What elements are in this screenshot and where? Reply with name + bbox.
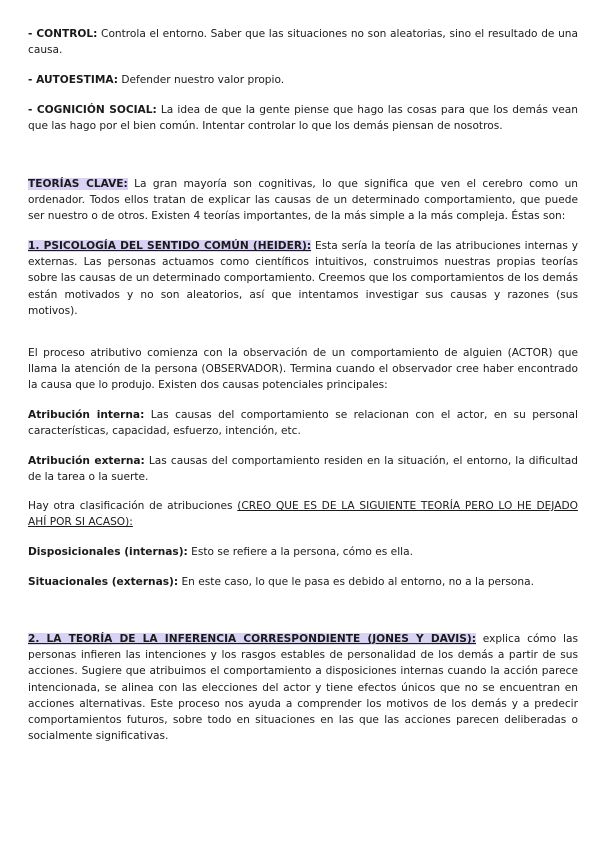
term-autoestima: - AUTOESTIMA: bbox=[28, 74, 119, 86]
text-atribucion-interna: Las causas del comportamiento se relacionan con el actor, en su personal características, capacidad, esfuerzo, intención, etc. bbox=[28, 409, 578, 438]
heading-jones-davis: 2. LA TEORÍA DE LA INFERENCIA CORRESPONDIENTE (JONES Y DAVIS): bbox=[28, 633, 476, 645]
text-autoestima: Defender nuestro valor propio. bbox=[118, 74, 285, 86]
text-jones-davis: explica cómo las personas infieren las intenciones y los rasgos estables de personalidad de los demás a partir de sus acciones. Sugiere que atribuimos el comportamiento a disposiciones internas cuando la acción parece intencionada, se alinea con las elecciones del actor y tiene efectos únicos que no se encuentran en acciones alternativas. Este proceso nos ayuda a comprender los motivos de los demás y a predecir comportamientos futuros, sobre todo en situaciones en las que las acciones parecen deliberadas o socialmente significativas. bbox=[28, 633, 578, 743]
text-cognicion-social: La idea de que la gente piense que hago las cosas para que los demás vean que las hago por el bien común. Intentar controlar lo que los demás piensan de nosotros. bbox=[28, 104, 578, 133]
text-atribucion-externa: Las causas del comportamiento residen en la situación, el entorno, la dificultad de la tarea o la suerte. bbox=[28, 455, 578, 484]
paragraph-teorias-clave bbox=[28, 176, 578, 225]
text-otra-clasificacion: Hay otra clasificación de atribuciones bbox=[28, 500, 238, 512]
text-control: Controla el entorno. Saber que las situaciones no son aleatorias, sino el resultado de una causa. bbox=[28, 28, 579, 57]
term-disposicionales: Disposicionales (internas): bbox=[28, 546, 188, 558]
term-situacionales: Situacionales (externas): bbox=[28, 576, 179, 588]
text-disposicionales: Esto se refiere a la persona, cómo es ella. bbox=[187, 546, 413, 558]
paragraph-autoestima bbox=[28, 72, 578, 88]
term-teorias-clave: TEORÍAS CLAVE: bbox=[28, 178, 128, 190]
paragraph-situacionales bbox=[28, 574, 578, 590]
text-heider: Esta sería la teoría de las atribuciones internas y externas. Las personas actuamos como científicos intuitivos, construimos nuestras propias teorías sobre las causas de un determinado comportamiento. Creemos que los comportamientos de los demás están motivados y no son aleatorios, así que intentamos investigar sus causas y razones (sus motivos). bbox=[28, 240, 578, 317]
paragraph-cognicion-social bbox=[28, 102, 578, 134]
paragraph-proceso-atributivo bbox=[28, 345, 578, 394]
term-atribucion-interna: Atribución interna: bbox=[28, 409, 145, 421]
paragraph-otra-clasificacion bbox=[28, 498, 578, 530]
term-control: - CONTROL: bbox=[28, 28, 98, 40]
text-situacionales: En este caso, lo que le pasa es debido al entorno, no a la persona. bbox=[178, 576, 534, 588]
paragraph-atribucion-interna bbox=[28, 407, 578, 439]
heading-heider: 1. PSICOLOGÍA DEL SENTIDO COMÚN (HEIDER): bbox=[28, 240, 312, 252]
paragraph-heider bbox=[28, 238, 578, 319]
paragraph-disposicionales bbox=[28, 544, 578, 560]
term-cognicion-social: - COGNICIÓN SOCIAL: bbox=[28, 104, 157, 116]
note-otra-clasificacion: (CREO QUE ES DE LA SIGUIENTE TEORÍA PERO LO HE DEJADO AHÍ POR SI ACASO): bbox=[28, 500, 578, 529]
paragraph-atribucion-externa bbox=[28, 453, 578, 485]
text-proceso-atributivo: El proceso atributivo comienza con la observación de un comportamiento de alguien (ACTOR) que llama la atención de la persona (OBSERVADOR). Termina cuando el observador cree haber encontrado la causa que lo produjo. Existen dos causas potenciales principales: bbox=[28, 347, 578, 392]
paragraph-control bbox=[28, 26, 578, 58]
paragraph-jones-davis bbox=[28, 631, 578, 744]
text-teorias-clave: La gran mayoría son cognitivas, lo que significa que ven el cerebro como un ordenador. Todos ellos tratan de explicar las causas de un determinado comportamiento, que puede ser nuestro o de otros. Existen 4 teorías importantes, de la más simple a la más compleja. Éstas son: bbox=[28, 178, 578, 223]
term-atribucion-externa: Atribución externa: bbox=[28, 455, 145, 467]
